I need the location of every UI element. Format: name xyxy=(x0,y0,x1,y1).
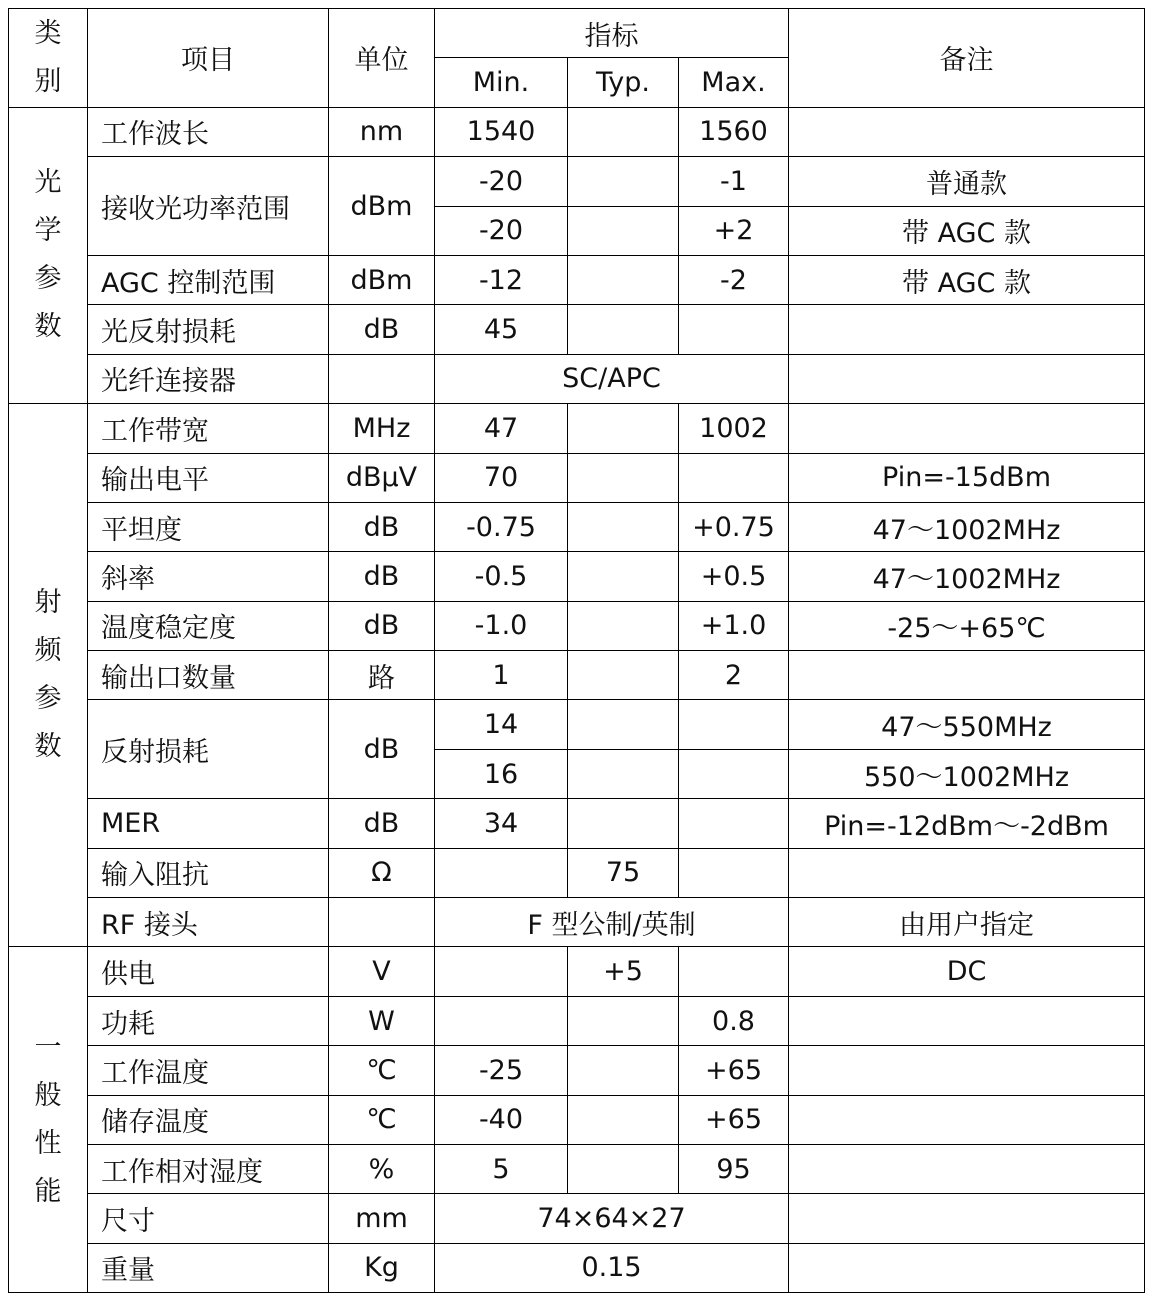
unit-cell: 路 xyxy=(329,651,435,700)
remark-cell xyxy=(789,848,1145,897)
remark-cell xyxy=(789,404,1145,453)
remark-header: 备注 xyxy=(789,9,1145,108)
item-cell: 温度稳定度 xyxy=(88,601,329,650)
remark-cell: 47～550MHz xyxy=(789,700,1145,749)
typ-cell xyxy=(568,1095,679,1144)
max-cell: +2 xyxy=(679,206,789,255)
remark-cell: 由用户指定 xyxy=(789,898,1145,947)
header-row xyxy=(9,9,1145,58)
item-cell: 光反射损耗 xyxy=(88,305,329,354)
unit-cell xyxy=(329,898,435,947)
remark-cell xyxy=(789,651,1145,700)
spec-header: 指标 xyxy=(435,9,789,58)
typ-cell xyxy=(568,107,679,156)
typ-cell xyxy=(568,255,679,304)
min-cell xyxy=(435,996,568,1045)
spec-span-cell: F 型公制/英制 xyxy=(435,898,789,947)
table-row xyxy=(9,255,1145,304)
max-cell: +65 xyxy=(679,1046,789,1095)
unit-cell: Ω xyxy=(329,848,435,897)
typ-cell xyxy=(568,502,679,551)
spec-table xyxy=(8,8,1145,1293)
unit-cell: dBμV xyxy=(329,453,435,502)
section-char: 般 xyxy=(34,1079,62,1111)
item-cell: 工作温度 xyxy=(88,1046,329,1095)
table-row xyxy=(9,651,1145,700)
max-cell: 95 xyxy=(679,1144,789,1193)
item-cell: 接收光功率范围 xyxy=(88,157,329,256)
unit-cell: mm xyxy=(329,1194,435,1243)
max-cell xyxy=(679,700,789,749)
section-optical xyxy=(9,107,88,403)
min-cell: 1 xyxy=(435,651,568,700)
remark-cell xyxy=(789,305,1145,354)
item-cell: 工作带宽 xyxy=(88,404,329,453)
table-row xyxy=(9,898,1145,947)
typ-cell xyxy=(568,552,679,601)
max-cell: 1002 xyxy=(679,404,789,453)
table-row xyxy=(9,799,1145,848)
table-row xyxy=(9,601,1145,650)
section-char: 能 xyxy=(34,1175,62,1207)
item-cell: 工作相对湿度 xyxy=(88,1144,329,1193)
remark-cell: 带 AGC 款 xyxy=(789,255,1145,304)
min-cell xyxy=(435,848,568,897)
remark-cell: 47～1002MHz xyxy=(789,552,1145,601)
spec-span-cell: 74×64×27 xyxy=(435,1194,789,1243)
unit-cell: nm xyxy=(329,107,435,156)
min-cell: -0.75 xyxy=(435,502,568,551)
max-cell: +0.5 xyxy=(679,552,789,601)
item-cell: 工作波长 xyxy=(88,107,329,156)
max-cell: -1 xyxy=(679,157,789,206)
item-cell: 重量 xyxy=(88,1243,329,1292)
category-header-char: 类 xyxy=(34,17,62,49)
section-char: 光 xyxy=(34,167,62,199)
remark-cell xyxy=(789,354,1145,403)
max-cell xyxy=(679,947,789,996)
section-rf xyxy=(9,404,88,947)
min-cell: -12 xyxy=(435,255,568,304)
typ-cell xyxy=(568,700,679,749)
unit-cell: % xyxy=(329,1144,435,1193)
table-row xyxy=(9,996,1145,1045)
section-char: 参 xyxy=(34,683,62,715)
unit-cell: ℃ xyxy=(329,1095,435,1144)
section-char: 频 xyxy=(34,635,62,667)
item-cell: 输出电平 xyxy=(88,453,329,502)
table-row xyxy=(9,947,1145,996)
remark-cell: 带 AGC 款 xyxy=(789,206,1145,255)
table-row xyxy=(9,848,1145,897)
max-cell xyxy=(679,799,789,848)
typ-cell xyxy=(568,157,679,206)
unit-cell: ℃ xyxy=(329,1046,435,1095)
min-cell: -0.5 xyxy=(435,552,568,601)
max-cell xyxy=(679,305,789,354)
min-cell: 70 xyxy=(435,453,568,502)
item-cell: AGC 控制范围 xyxy=(88,255,329,304)
section-char: 数 xyxy=(34,731,62,763)
unit-cell: dB xyxy=(329,601,435,650)
item-cell: 输出口数量 xyxy=(88,651,329,700)
max-cell xyxy=(679,749,789,798)
remark-cell xyxy=(789,1046,1145,1095)
item-cell: 输入阻抗 xyxy=(88,848,329,897)
item-cell: 平坦度 xyxy=(88,502,329,551)
max-header: Max. xyxy=(679,58,789,107)
max-cell: 1560 xyxy=(679,107,789,156)
item-cell: 供电 xyxy=(88,947,329,996)
item-cell: 功耗 xyxy=(88,996,329,1045)
item-header: 项目 xyxy=(88,9,329,108)
remark-cell xyxy=(789,107,1145,156)
typ-header: Typ. xyxy=(568,58,679,107)
min-cell: -40 xyxy=(435,1095,568,1144)
typ-cell xyxy=(568,404,679,453)
max-cell: +1.0 xyxy=(679,601,789,650)
category-header xyxy=(9,9,88,108)
typ-cell xyxy=(568,1046,679,1095)
remark-cell: DC xyxy=(789,947,1145,996)
section-char: 射 xyxy=(34,587,62,619)
min-cell: 34 xyxy=(435,799,568,848)
remark-cell: Pin=-15dBm xyxy=(789,453,1145,502)
table-row xyxy=(9,453,1145,502)
min-header: Min. xyxy=(435,58,568,107)
table-row xyxy=(9,552,1145,601)
typ-cell xyxy=(568,651,679,700)
typ-cell xyxy=(568,1144,679,1193)
item-cell: 斜率 xyxy=(88,552,329,601)
section-char: 性 xyxy=(34,1127,62,1159)
category-header-char: 别 xyxy=(34,65,62,97)
item-cell: MER xyxy=(88,799,329,848)
item-cell: 反射损耗 xyxy=(88,700,329,799)
max-cell: +65 xyxy=(679,1095,789,1144)
typ-cell xyxy=(568,206,679,255)
remark-cell xyxy=(789,1095,1145,1144)
unit-cell: Kg xyxy=(329,1243,435,1292)
min-cell: 1540 xyxy=(435,107,568,156)
unit-cell: V xyxy=(329,947,435,996)
min-cell: -20 xyxy=(435,206,568,255)
spec-span-cell: 0.15 xyxy=(435,1243,789,1292)
section-char: 参 xyxy=(34,263,62,295)
unit-cell: dBm xyxy=(329,255,435,304)
table-row xyxy=(9,1144,1145,1193)
remark-cell: Pin=-12dBm～-2dBm xyxy=(789,799,1145,848)
table-row xyxy=(9,502,1145,551)
section-char: 一 xyxy=(34,1031,62,1063)
max-cell: 0.8 xyxy=(679,996,789,1045)
remark-cell: -25～+65℃ xyxy=(789,601,1145,650)
max-cell: -2 xyxy=(679,255,789,304)
min-cell: -1.0 xyxy=(435,601,568,650)
remark-cell xyxy=(789,1144,1145,1193)
table-row xyxy=(9,1243,1145,1292)
section-char: 学 xyxy=(34,215,62,247)
min-cell: 47 xyxy=(435,404,568,453)
unit-cell: dB xyxy=(329,502,435,551)
item-cell: 储存温度 xyxy=(88,1095,329,1144)
remark-cell: 47～1002MHz xyxy=(789,502,1145,551)
typ-cell: 75 xyxy=(568,848,679,897)
min-cell: 45 xyxy=(435,305,568,354)
item-cell: RF 接头 xyxy=(88,898,329,947)
unit-cell: dB xyxy=(329,305,435,354)
remark-cell xyxy=(789,1194,1145,1243)
min-cell: 14 xyxy=(435,700,568,749)
table-row xyxy=(9,1046,1145,1095)
min-cell: -25 xyxy=(435,1046,568,1095)
typ-cell xyxy=(568,453,679,502)
spec-span-cell: SC/APC xyxy=(435,354,789,403)
table-row xyxy=(9,1194,1145,1243)
typ-cell: +5 xyxy=(568,947,679,996)
unit-cell: W xyxy=(329,996,435,1045)
item-cell: 尺寸 xyxy=(88,1194,329,1243)
section-general xyxy=(9,947,88,1293)
unit-header: 单位 xyxy=(329,9,435,108)
remark-cell: 普通款 xyxy=(789,157,1145,206)
remark-cell: 550～1002MHz xyxy=(789,749,1145,798)
max-cell xyxy=(679,453,789,502)
max-cell xyxy=(679,848,789,897)
typ-cell xyxy=(568,799,679,848)
typ-cell xyxy=(568,601,679,650)
table-row xyxy=(9,305,1145,354)
remark-cell xyxy=(789,1243,1145,1292)
table-row xyxy=(9,107,1145,156)
table-row xyxy=(9,354,1145,403)
item-cell: 光纤连接器 xyxy=(88,354,329,403)
table-row xyxy=(9,404,1145,453)
table-row xyxy=(9,157,1145,206)
section-char: 数 xyxy=(34,311,62,343)
typ-cell xyxy=(568,749,679,798)
table-row xyxy=(9,1095,1145,1144)
min-cell: 5 xyxy=(435,1144,568,1193)
typ-cell xyxy=(568,996,679,1045)
remark-cell xyxy=(789,996,1145,1045)
max-cell: 2 xyxy=(679,651,789,700)
unit-cell: dB xyxy=(329,799,435,848)
unit-cell: MHz xyxy=(329,404,435,453)
min-cell: 16 xyxy=(435,749,568,798)
max-cell: +0.75 xyxy=(679,502,789,551)
min-cell xyxy=(435,947,568,996)
unit-cell: dB xyxy=(329,552,435,601)
table-row xyxy=(9,700,1145,749)
unit-cell xyxy=(329,354,435,403)
typ-cell xyxy=(568,305,679,354)
unit-cell: dBm xyxy=(329,157,435,256)
unit-cell: dB xyxy=(329,700,435,799)
min-cell: -20 xyxy=(435,157,568,206)
